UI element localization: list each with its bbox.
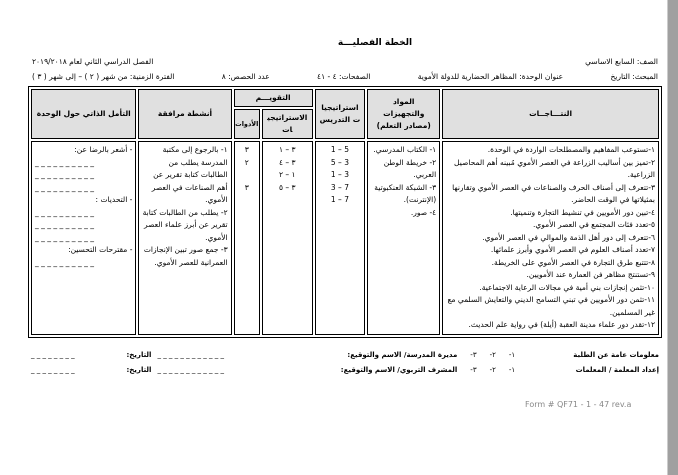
principal-date-label: التاريخ: — [126, 350, 152, 359]
subject: المبحث: التاريخ — [610, 72, 658, 81]
activity-item: ٣- جمع صور تبين الإنجازات العمرانية للعصر الأموي. — [143, 245, 228, 267]
outcome-item: ٦-تتعرف إلى دور أهل الذمة والموالي في العصر الأموي. — [482, 232, 655, 242]
reflection-challenges: - التحديات : — [95, 195, 133, 204]
period: الفترة الزمنية: من شهر ( ٢ ) – إلى شهر ( ٣ ) — [32, 72, 175, 81]
outcome-item: ٢-تميز بين أساليب الزراعة في العصر الأموي مُبينه أهم المحاصيل الزراعية. — [454, 157, 655, 179]
semester: الفصل الدراسي الثاني لعام ٢٠١٩/٢٠١٨ — [32, 57, 154, 66]
plan-table — [28, 86, 662, 338]
footer-n2: ٢- — [489, 350, 496, 359]
supervisor-sign-label: المشرف التربوي/ الاسم والتوقيع: — [340, 365, 458, 374]
material-item: ١- الكتاب المدرسي. — [373, 145, 437, 154]
header-activities: أنشطة مرافقة — [138, 89, 231, 139]
page-title: الخطة الفصليـــة — [337, 38, 413, 48]
eval-tool-item: ٢ — [244, 157, 249, 167]
outcome-item: ١١-تثمن دور الأمويين في تبني التسامح الديني والتعايش السلمي مع غير المسلمين. — [447, 295, 655, 317]
header-materials: المواد والتجهيزات (مصادر التعلم) — [367, 89, 440, 139]
outcomes-cell — [442, 141, 659, 335]
header-reflection: التأمل الذاتي حول الوحدة — [31, 89, 136, 139]
eval-strategies-cell — [262, 141, 313, 335]
eval-tool-item — [238, 169, 256, 182]
document-page — [28, 0, 662, 409]
outcome-item: ٩-تستنتج مظاهر فن العمارة عند الأمويين. — [526, 270, 655, 279]
outcome-item: ٤-تبين دور الأمويين في تنشيط التجارة وتنميتها. — [510, 207, 655, 217]
footer-table — [28, 348, 662, 378]
header-row-1 — [32, 56, 658, 67]
material-item: ٣- الشبكة العنكبوتية (الإنترنت). — [374, 182, 437, 204]
eval-strategy-item: ٣ – ٥ — [278, 182, 296, 192]
footer-n2: ٢- — [489, 365, 496, 374]
outcome-item: ٨-تتتبع طرق التجارة في العصر الأموي على الخريطة. — [491, 257, 655, 267]
supervisor-date-line: _ _ _ _ _ _ _ _ — [31, 365, 75, 374]
sessions: عدد الحصص: ٨ — [221, 72, 270, 81]
materials-cell — [367, 141, 440, 335]
activity-item: ٢- يطلب من الطالبات كتابة تقرير عن أبرز علماء العصر الأموي. — [142, 207, 228, 242]
eval-strategy-item: ٣ – ٤ — [278, 157, 296, 167]
footer-students-label: معلومات عامة عن الطلبة — [573, 350, 659, 359]
reflection-line: _ _ _ _ _ _ _ _ _ _ — [35, 257, 94, 267]
principal-sign-label: مديرة المدرسة/ الاسم والتوقيع: — [347, 350, 458, 359]
reflection-satisfied: - أشعر بالرضا عن: — [74, 145, 133, 154]
reflection-line: _ _ _ _ _ _ _ _ _ _ — [35, 182, 94, 192]
footer-n1: ١- — [508, 365, 516, 374]
eval-tools-cell — [234, 141, 260, 335]
principal-date-line: _ _ _ _ _ _ _ _ — [31, 350, 75, 359]
material-item: ٤- صور. — [410, 207, 437, 217]
form-id: Form # QF71 - 1 - 47 rev.a — [525, 399, 632, 409]
footer-n3: ٣- — [470, 350, 477, 359]
footer-teachers-label: إعداد المعلمة / المعلمات — [575, 365, 659, 374]
activity-item: ١- بالرجوع إلى مكتبة المدرسة يطلب من الطالبات كتابة تقرير عن أهم الصناعات في العصر الأموي. — [151, 145, 228, 204]
pages: الصفحات: ٤ - ٤١ — [317, 72, 371, 81]
unit: عنوان الوحدة: المظاهر الحضارية للدولة الأموية — [417, 72, 564, 81]
reflection-cell — [31, 141, 136, 335]
outcome-item: ٥-تعدد فئات المجتمع في العصر الأموي. — [533, 220, 655, 229]
page-edge-line — [667, 0, 668, 475]
material-item: ٢- خريطة الوطن العربي. — [383, 157, 437, 179]
strategy-item: 7 – 3 — [330, 182, 349, 192]
header-strategies: استراتيجيات التدريس — [315, 89, 366, 139]
header-outcomes: النتـــاجــات — [442, 89, 659, 139]
activities-cell — [138, 141, 231, 335]
outcome-item: ١٢-تقدر دور علماء مدينة العقبة (أيلة) في رواية علم الحديث. — [468, 320, 655, 329]
eval-strategy-item: ١ – ٢ — [278, 170, 296, 179]
strategies-cell — [315, 141, 366, 335]
footer-n3: ٣- — [470, 365, 477, 374]
page-edge — [668, 0, 678, 475]
reflection-line: _ _ _ _ _ _ _ _ _ _ — [35, 157, 94, 167]
principal-sign-line: _ _ _ _ _ _ _ _ _ _ _ _ — [157, 350, 224, 359]
reflection-suggestions: - مقترحات التحسين: — [68, 245, 133, 254]
supervisor-sign-line: _ _ _ _ _ _ _ _ _ _ _ _ — [157, 365, 224, 374]
header-evaluation: التقويـــم — [234, 89, 313, 107]
outcome-item: ١٠-تثمن إنجازات بني أمية في مجالات الرعاية الاجتماعية. — [479, 282, 655, 292]
strategy-item: 3 – 1 — [330, 170, 349, 179]
supervisor-date-label: التاريخ: — [126, 365, 152, 374]
strategy-item: 3 – 5 — [330, 157, 349, 167]
reflection-line: _ _ _ _ _ _ _ _ _ _ — [35, 207, 94, 217]
header-row-2 — [32, 71, 658, 82]
reflection-line: _ _ _ _ _ _ _ _ _ _ — [35, 232, 94, 242]
outcome-item: ١-تستوعب المفاهيم والمصطلحات الواردة في الوحدة. — [487, 145, 655, 154]
eval-strategy-item: ٣ – ١ — [278, 145, 296, 154]
grade: الصف: السابع الاساسي — [585, 57, 658, 66]
reflection-line: _ _ _ _ _ _ _ _ _ _ — [35, 220, 94, 229]
eval-tool-item: ٣ — [244, 145, 249, 154]
eval-tool-item: ٣ — [244, 182, 249, 192]
header-eval-tools: الأدوات — [234, 109, 260, 139]
reflection-line: _ _ _ _ _ _ _ _ _ _ — [35, 170, 94, 179]
strategy-item: 5 – 1 — [330, 145, 349, 154]
outcome-item: ٣-تتعرف إلى أصناف الحرف والصناعات في العصر الأموي وتقارنها بمثيلاتها في الوقت الحاضر. — [452, 182, 655, 204]
strategy-item: 7 – 1 — [330, 195, 349, 204]
footer-n1: ١- — [508, 350, 516, 359]
outcome-item: ٧-تعدد أصناف العلوم في العصر الأموي وأبرز علمائها. — [490, 245, 655, 254]
header-eval-strategies: الاستراتيجيات — [262, 109, 313, 139]
